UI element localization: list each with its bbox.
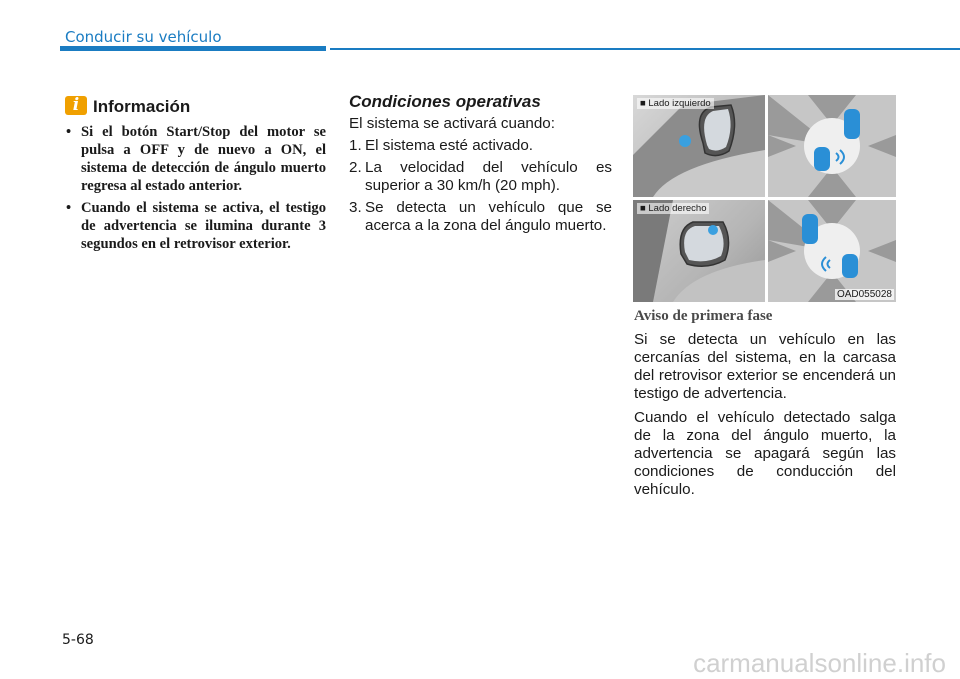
operating-conditions-section	[349, 92, 612, 239]
info-bullet-item: • Cuando el sistema se activa, el testigo de advertencia se ilumina durante 3 segundos en el retrovisor exterior.	[66, 200, 326, 252]
right-mirror-photo	[633, 200, 765, 302]
car-icon	[844, 109, 860, 139]
blind-spot-diagram-left	[768, 95, 896, 197]
condition-item: 3. Se detecta un vehículo que se acerca a la zona del ángulo muerto.	[349, 199, 612, 234]
car-icon	[842, 254, 858, 278]
section-header-title: Conducir su vehículo	[65, 28, 222, 46]
header-rule	[330, 48, 960, 50]
info-title: Información	[93, 97, 191, 116]
first-stage-paragraph: Cuando el vehículo detectado salga de la zona del ángulo muerto, la advertencia se apagará según las condiciones de conducción del vehículo.	[634, 409, 896, 498]
condition-item: 2. La velocidad del vehículo es superior a 30 km/h (20 mph).	[349, 159, 612, 194]
left-side-diagram	[768, 95, 896, 197]
first-stage-paragraph: Si se detecta un vehículo en las cercanías del sistema, en la carcasa del retrovisor exterior se encenderá un testigo de advertencia.	[634, 331, 896, 402]
header-accent-bar	[60, 46, 326, 51]
first-stage-section	[634, 306, 896, 505]
info-bullet-text: Cuando el sistema se activa, el testigo de advertencia se ilumina durante 3 segundos en el retrovisor exterior.	[81, 200, 326, 252]
info-icon: i	[65, 96, 87, 115]
conditions-list	[349, 137, 612, 235]
blind-spot-diagram-right	[768, 200, 896, 302]
info-bullet-text: Si el botón Start/Stop del motor se pulsa a OFF y de nuevo a ON, el sistema de detección de ángulo muerto regresa al estado anterior.	[81, 124, 326, 194]
left-mirror-photo	[633, 95, 765, 197]
blind-spot-figure	[633, 95, 896, 302]
condition-item: 1. El sistema esté activado.	[349, 137, 533, 154]
info-bullet-item: • Si el botón Start/Stop del motor se pulsa a OFF y de nuevo a ON, el sistema de detección de ángulo muerto regresa al estado anterior.	[66, 124, 326, 194]
car-icon	[814, 147, 830, 171]
info-bullet-list	[66, 123, 326, 257]
car-icon	[802, 214, 818, 244]
mirror-illustration	[633, 200, 765, 302]
left-side-label: ■ Lado izquierdo	[637, 98, 714, 109]
right-side-label: ■ Lado derecho	[637, 203, 709, 214]
warning-light-icon	[708, 225, 718, 235]
right-side-diagram	[768, 200, 896, 302]
mirror-illustration	[633, 95, 765, 197]
operating-conditions-intro: El sistema se activará cuando:	[349, 115, 555, 132]
warning-light-icon	[679, 135, 691, 147]
watermark: carmanualsonline.info	[693, 648, 946, 678]
figure-code: OAD055028	[836, 289, 892, 300]
first-stage-title: Aviso de primera fase	[634, 308, 773, 324]
page-number: 5-68	[62, 632, 94, 648]
operating-conditions-title: Condiciones operativas	[349, 92, 541, 111]
